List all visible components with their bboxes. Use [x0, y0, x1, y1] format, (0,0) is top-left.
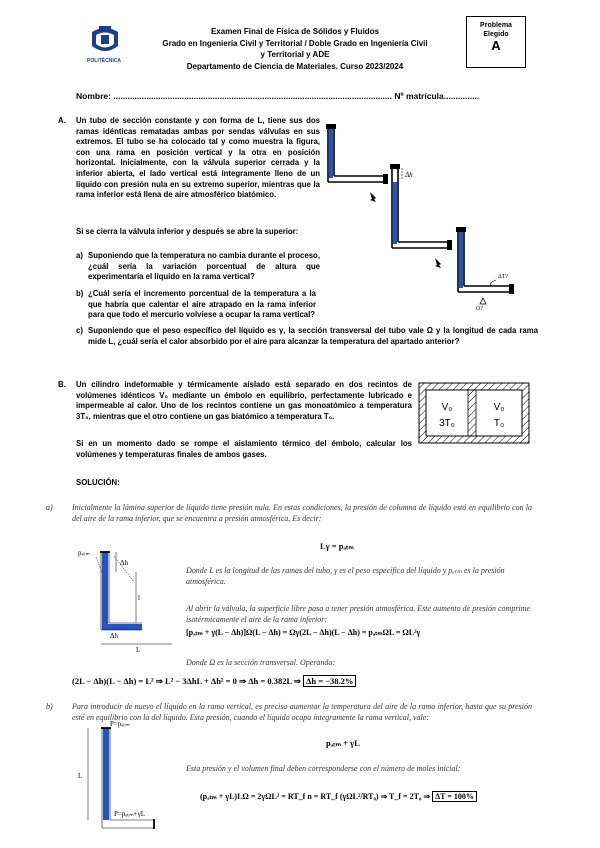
arrow-icon	[370, 192, 376, 202]
left-volume-label: V₀	[441, 402, 453, 413]
problem-a-intro: Un tubo de sección constante y con forma de L, tiene sus dos ramas idénticas rematadas ambas por sendas válvulas en sus extremos. El tubo se ha colocado tal y como muestra la figura, con una rama en posición vertical y la otra en posición horizontal. Inicialmente, con la válvula superior cerrada y la inferior abierta, el lado vertical está íntegramente lleno de un líquido con presión nula en su extremo superior, mientras que la rama inferior está llena de aire atmosférico biatómico.	[76, 116, 320, 200]
solution-a-open: Al abrir la válvula, la superficie libre pasa a tener presión atmosférica. Este aumento de presión comprime isotérmicamente el aire de la rama inferior:	[186, 604, 530, 624]
equation-2: [pₐₜₘ + γ(L − Δh)]Ω(L − Δh) = Ωγ(2L − Δh)(L − Δh) = pₐₜₘΩL = ΩL²γ	[186, 628, 421, 637]
problem-a-question: Si se cierra la válvula inferior y después se abre la superior:	[76, 227, 299, 236]
arrow-icon	[435, 258, 441, 268]
left-temp-label: 3T₀	[439, 418, 455, 429]
solution-a-figure	[76, 546, 186, 654]
svg-text:pₐₜₘ: pₐₜₘ	[78, 549, 90, 557]
chosen-problem-letter: A	[491, 38, 501, 53]
result-b: ΔT = 100%	[432, 791, 477, 802]
svg-text:L: L	[136, 646, 141, 654]
chosen-problem-box: Problema Elegido A	[466, 16, 526, 68]
logo-caption: POLITÉCNICA	[87, 58, 121, 64]
degree-line: Grado en Ingeniería Civil y Territorial / Doble Grado en Ingeniería Civil	[162, 38, 428, 48]
problem-a-part-a: Suponiendo que la temperatura no cambia durante el proceso, ¿cuál sería la variación porcentual de altura que experimentaría el líquido en la rama vertical?	[88, 251, 320, 282]
heat-q-label: Q?	[476, 306, 483, 310]
name-field-line: Nombre: ...................................................................................................................... Nº matrícula...............	[76, 91, 480, 101]
equation-5: (pₐₜₘ + γL)LΩ = 2γΩL² = RT_f n = RT_f (γΩL²/RT₀) ⇒ T_f = 2T₀ ⇒ ΔT = 100%	[200, 792, 477, 802]
right-volume-label: V₀	[493, 402, 505, 413]
exam-header	[130, 26, 460, 72]
result-a: Δh = −38.2%	[303, 675, 356, 687]
problem-b-question: Si en un momento dado se rompe el aislamiento térmico del émbolo, calcular los volúmenes y temperaturas finales de ambos gases.	[76, 439, 412, 459]
exam-title: Examen Final de Física de Sólidos y Fluidos	[210, 27, 380, 36]
problem-a-part-c: Suponiendo que el peso específico del líquido es γ, la sección transversal del tubo vale Ω y la longitud de cada rama mide L, ¿cuál sería el calor absorbido por el aire para alcanzar la temperatura del apartado anterior?	[88, 326, 538, 346]
svg-text:L: L	[78, 772, 83, 780]
svg-text:P=pₐₜₘ+γL: P=pₐₜₘ+γL	[114, 810, 145, 818]
problem-a-label: A.	[58, 116, 66, 125]
degree-line-2: y Territorial y ADE	[260, 50, 330, 59]
svg-text:l: l	[138, 594, 140, 602]
solution-a-omega: Donde Ω es la sección transversal. Operando:	[186, 658, 336, 667]
problem-b-label: B.	[58, 380, 66, 389]
problem-a-part-b: ¿Cuál sería el incremento porcentual de la temperatura a la que habría que calentar el aire atrapado en la rama inferior para que todo el mercurio volviese a ocupar la rama vertical?	[88, 289, 316, 320]
university-logo	[88, 22, 122, 58]
delta-t-label: ΔT?	[498, 274, 509, 280]
right-temp-label: T₀	[493, 418, 505, 429]
department-line: Departamento de Ciencia de Materiales. Curso 2023/2024	[186, 61, 404, 71]
delta-h-label: Δh	[405, 171, 413, 179]
solution-b-moles: Esta presión y el volumen final deben corresponderse con el número de moles inicial:	[186, 764, 461, 773]
equation-1: Lγ = pₐₜₘ	[320, 541, 354, 551]
solution-a-where: Donde L es la longitud de las ramas del tubo, γ es el peso específico del líquido y pₐₜₘ es la presión atmosférica.	[186, 566, 505, 586]
svg-text:Δh: Δh	[110, 632, 119, 640]
problem-b-text: Un cilindro indeformable y térmicamente aislado está separado en dos recintos de volúmenes idénticos V₀ mediante un émbolo en equilibrio, perfectamente lubricado e impermeable al calor. Uno de los recintos contiene un gas monoatómico a temperatura 3T₀, mientras que el otro contiene un gas biatómico a temperatura T₀.	[76, 380, 412, 421]
cylinder-figure	[418, 382, 530, 444]
equation-4: pₐₜₘ + γL	[326, 738, 360, 748]
solution-a-intro: Inicialmente la lámina superior de líquido tiene presión nula. En estas condiciones, la presión de columna de líquido está en equilibrio con la del aire de la rama inferior, que se encuentra a presión atmosférica. Es decir:	[72, 503, 532, 523]
solution-b-figure	[76, 716, 186, 842]
equation-3: (2L − Δh)(L − Δh) = L² ⇒ L² − 3ΔhL + Δh² = 0 ⇒ Δh = 0.382L ⇒ Δh = −38.2%	[72, 676, 356, 687]
l-tube-figure	[320, 120, 530, 310]
solution-title: SOLUCIÓN:	[76, 478, 120, 487]
heat-arrow-icon	[480, 298, 486, 304]
svg-text:P=pₐₜₘ: P=pₐₜₘ	[110, 720, 130, 728]
svg-text:Δh: Δh	[120, 559, 129, 567]
piston	[468, 390, 476, 436]
solution-b-intro: Para introducir de nuevo el líquido en la rama vertical, es preciso aumentar la temperatura del aire de la rama inferior, hasta que su presión esté en equilibrio con la del líquido. Esta presión, cuando el líquido ocupa íntegramente la rama vertical, vale:	[72, 702, 532, 722]
